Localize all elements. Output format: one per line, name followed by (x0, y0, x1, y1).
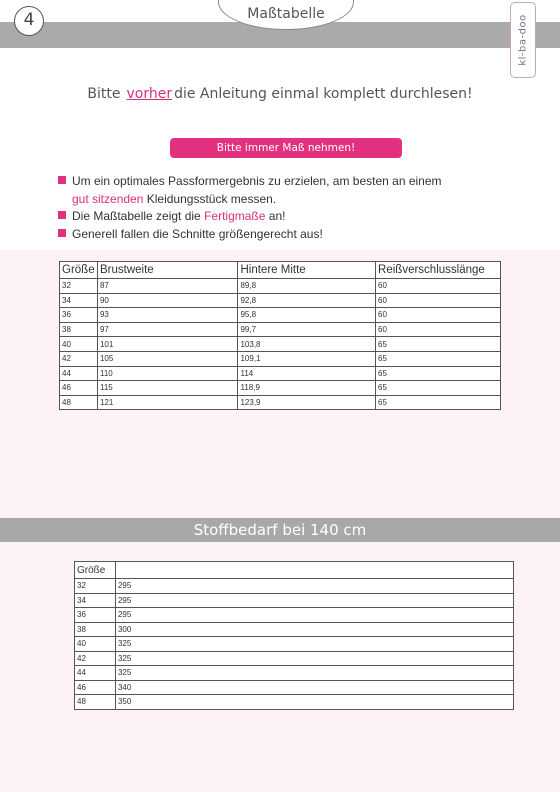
table-cell: 295 (115, 579, 513, 594)
intro-highlight: vorher (126, 86, 173, 102)
table-cell: 36 (60, 308, 98, 323)
table-cell: 40 (60, 337, 98, 352)
table-cell: 44 (60, 366, 98, 381)
table-row (60, 366, 501, 381)
table-cell: 60 (376, 308, 501, 323)
table-row (75, 622, 514, 637)
table-row (75, 593, 514, 608)
bullet-text: Kleidungsstück messen. (146, 191, 277, 206)
table-cell: 40 (75, 637, 116, 652)
table-cell: 46 (60, 381, 98, 396)
bullet-highlight: gut sitzenden (72, 191, 144, 206)
table-cell: 65 (376, 366, 501, 381)
bullet-text: Die Maßtabelle zeigt die (72, 209, 201, 223)
table-cell: 60 (376, 322, 501, 337)
table-cell: 109,1 (238, 351, 376, 366)
column-header: Größe (60, 262, 98, 279)
bullet-text: Um ein optimales Passformergebnis zu erzielen, am besten an einem (72, 174, 442, 188)
table-cell: 350 (115, 695, 513, 710)
table-cell: 44 (75, 666, 116, 681)
table-cell: 65 (376, 381, 501, 396)
table-cell: 60 (376, 279, 501, 294)
table-cell: 95,8 (238, 308, 376, 323)
table-row (60, 337, 501, 352)
column-header (115, 562, 513, 579)
table-row (60, 395, 501, 410)
bullet-square-icon (58, 229, 66, 237)
bullet-item (58, 226, 442, 244)
table-cell: 93 (97, 308, 237, 323)
table-cell: 300 (115, 622, 513, 637)
column-header: Hintere Mitte (238, 262, 376, 279)
table-row (75, 637, 514, 652)
bullet-item (58, 173, 442, 191)
table-cell: 34 (75, 593, 116, 608)
table-cell: 42 (60, 351, 98, 366)
table-row (75, 680, 514, 695)
table-row (60, 322, 501, 337)
table-cell: 105 (97, 351, 237, 366)
table-cell: 123,9 (238, 395, 376, 410)
table-row (75, 695, 514, 710)
table-cell: 118,9 (238, 381, 376, 396)
table-row (60, 279, 501, 294)
table-row (75, 666, 514, 681)
table-cell: 90 (97, 293, 237, 308)
bullet-list (58, 173, 442, 243)
table-cell: 48 (60, 395, 98, 410)
table-cell: 38 (60, 322, 98, 337)
table-cell: 32 (60, 279, 98, 294)
table-cell: 99,7 (238, 322, 376, 337)
notice-badge: Bitte immer Maß nehmen! (170, 138, 402, 158)
brand-logo (510, 2, 536, 78)
size-table (59, 261, 501, 410)
table-cell: 32 (75, 579, 116, 594)
table-cell: 46 (75, 680, 116, 695)
logo-text: kl-ba-doo (517, 14, 529, 66)
table-cell: 121 (97, 395, 237, 410)
table-row (75, 579, 514, 594)
bullet-text: an! (268, 209, 286, 223)
table-cell: 48 (75, 695, 116, 710)
table-cell: 97 (97, 322, 237, 337)
table-cell: 42 (75, 651, 116, 666)
table-cell: 36 (75, 608, 116, 623)
table-header-row (75, 562, 514, 579)
table-cell: 295 (115, 593, 513, 608)
intro-text (0, 86, 560, 102)
table-cell: 114 (238, 366, 376, 381)
column-header: Reißverschlusslänge (376, 262, 501, 279)
table-cell: 103,8 (238, 337, 376, 352)
table-cell: 65 (376, 351, 501, 366)
table-cell: 34 (60, 293, 98, 308)
table-row (60, 351, 501, 366)
bullet-highlight: Fertigmaße (204, 209, 266, 223)
table-row (75, 651, 514, 666)
fabric-table (74, 561, 514, 710)
table-row (60, 308, 501, 323)
table-cell: 325 (115, 637, 513, 652)
table-cell: 110 (97, 366, 237, 381)
table-cell: 89,8 (238, 279, 376, 294)
page-number: 4 (14, 6, 44, 36)
bullet-continuation (58, 191, 442, 209)
table-cell: 325 (115, 651, 513, 666)
table-header-row (60, 262, 501, 279)
table-cell: 325 (115, 666, 513, 681)
bullet-text: Generell fallen die Schnitte größengerecht aus! (72, 226, 323, 241)
table-row (60, 293, 501, 308)
table-cell: 115 (97, 381, 237, 396)
bullet-item (58, 208, 442, 226)
column-header: Brustweite (97, 262, 237, 279)
table-cell: 38 (75, 622, 116, 637)
table-cell: 87 (97, 279, 237, 294)
table-cell: 101 (97, 337, 237, 352)
intro-after: die Anleitung einmal komplett durchlesen! (174, 86, 473, 102)
column-header: Größe (75, 562, 116, 579)
table-cell: 295 (115, 608, 513, 623)
table-row (75, 608, 514, 623)
table-cell: 340 (115, 680, 513, 695)
table-cell: 65 (376, 395, 501, 410)
table-cell: 92,8 (238, 293, 376, 308)
bullet-square-icon (58, 176, 66, 184)
bullet-square-icon (58, 211, 66, 219)
intro-before: Bitte (87, 86, 121, 102)
page-title: Maßtabelle (247, 6, 325, 22)
table-row (60, 381, 501, 396)
table-cell: 65 (376, 337, 501, 352)
table-cell: 60 (376, 293, 501, 308)
fabric-section-title: Stoffbedarf bei 140 cm (0, 518, 560, 542)
